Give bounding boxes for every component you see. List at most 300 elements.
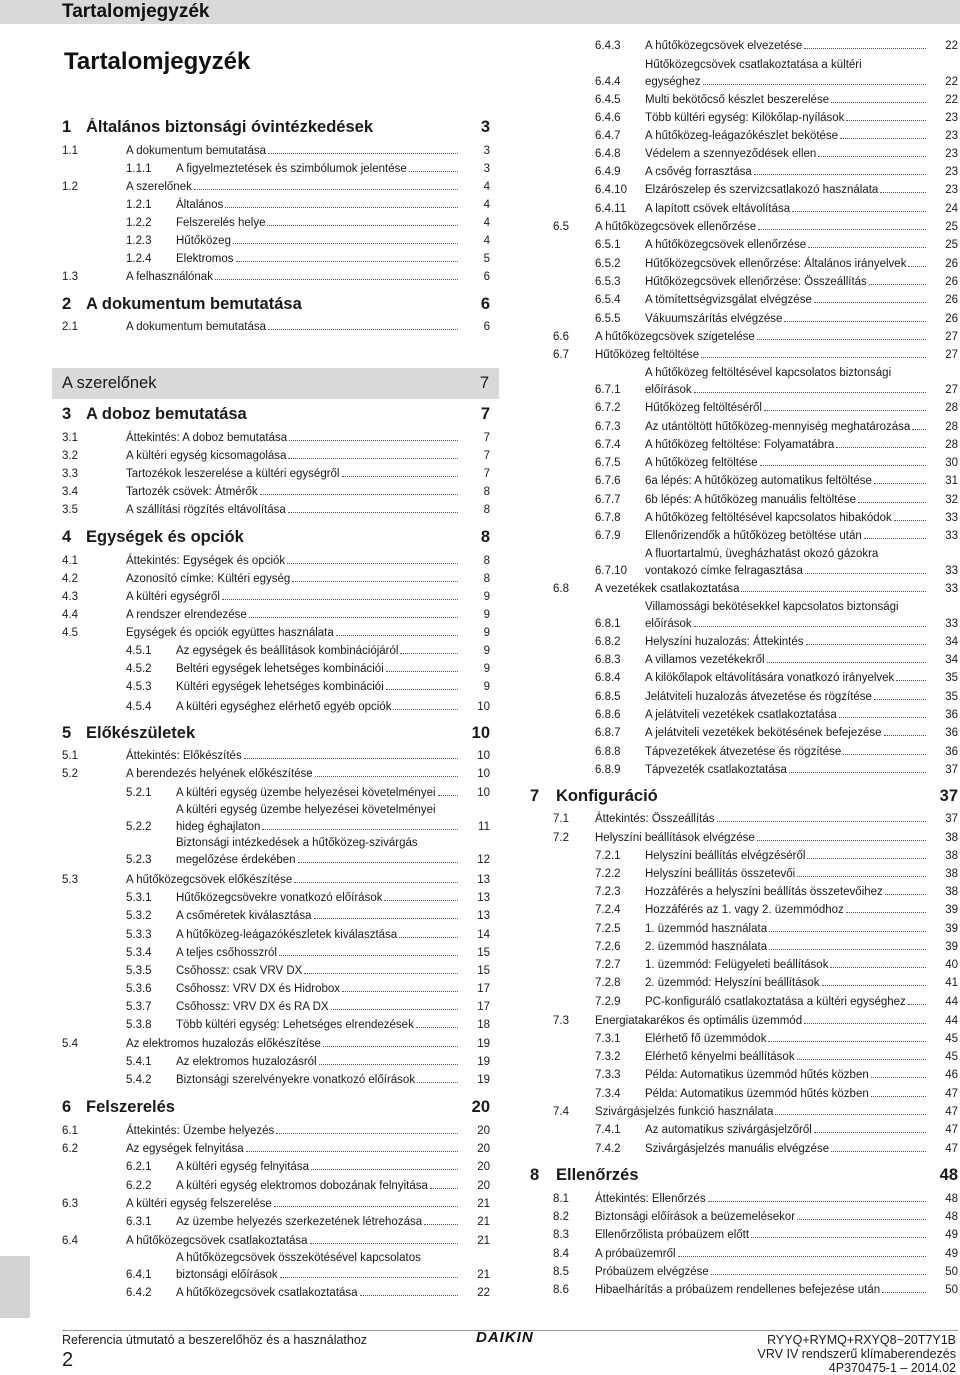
- toc-entry[interactable]: [62, 1124, 490, 1139]
- toc-entry[interactable]: [62, 118, 490, 139]
- toc-entry[interactable]: [553, 275, 958, 290]
- toc-entry-page: 38: [945, 832, 958, 845]
- toc-entry-page: 21: [477, 1235, 490, 1248]
- toc-entry-title: Tartozék csövek: Átmérők: [126, 486, 258, 499]
- toc-entry-number: 3.2: [62, 450, 78, 463]
- toc-dot-leader: [268, 152, 458, 154]
- toc-entry-number: 2: [62, 294, 72, 313]
- toc-entry-title: A hűtőközegcsövek elvezetése: [645, 40, 803, 53]
- toc-entry-page: 33: [945, 583, 958, 596]
- toc-entry[interactable]: [553, 1283, 958, 1298]
- toc-entry[interactable]: [553, 312, 958, 327]
- toc-entry[interactable]: [62, 1179, 490, 1194]
- toc-entry[interactable]: [553, 129, 958, 144]
- toc-dot-leader: [839, 716, 926, 718]
- toc-dot-leader: [417, 1081, 458, 1083]
- toc-entry-number: 6.5.5: [595, 313, 621, 326]
- toc-entry-number: 1.2.3: [126, 235, 152, 248]
- toc-entry[interactable]: [62, 554, 490, 569]
- toc-dot-leader: [292, 580, 458, 582]
- toc-entry-title: A villamos vezetékekről: [645, 654, 765, 667]
- toc-entry-number: 5.3.5: [126, 965, 152, 978]
- toc-entry[interactable]: [553, 1123, 958, 1138]
- toc-entry-page: 13: [477, 910, 490, 923]
- toc-entry[interactable]: [62, 1197, 490, 1212]
- toc-entry-page: 36: [945, 709, 958, 722]
- toc-entry-page: 24: [945, 203, 958, 216]
- toc-entry[interactable]: [62, 320, 490, 335]
- toc-entry[interactable]: [530, 1166, 958, 1187]
- toc-entry[interactable]: [553, 165, 958, 180]
- toc-dot-leader: [249, 616, 458, 618]
- toc-dot-leader: [694, 391, 926, 393]
- toc-entry-number: 6.8.7: [595, 727, 621, 740]
- toc-entry[interactable]: [62, 1098, 490, 1119]
- toc-entry-page: 36: [945, 727, 958, 740]
- toc-entry-page: 39: [945, 904, 958, 917]
- toc-entry-page: 35: [945, 691, 958, 704]
- toc-entry[interactable]: [553, 1087, 958, 1102]
- toc-entry[interactable]: [62, 767, 490, 782]
- toc-entry-title: Vákuumszárítás elvégzése: [645, 313, 783, 326]
- toc-entry[interactable]: [553, 564, 958, 579]
- toc-entry[interactable]: [62, 891, 490, 906]
- toc-entry-number: 6.4.5: [595, 94, 621, 107]
- toc-entry[interactable]: [62, 405, 490, 426]
- toc-entry-number: 6.1: [62, 1125, 78, 1138]
- toc-entry[interactable]: [553, 330, 958, 345]
- toc-entry-page: 26: [945, 313, 958, 326]
- toc-entry-number: 6.5.4: [595, 294, 621, 307]
- toc-entry[interactable]: [553, 93, 958, 108]
- toc-entry-number: 6.7.4: [595, 439, 621, 452]
- toc-entry-page: 20: [477, 1180, 490, 1193]
- toc-entry-title: Példa: Automatikus üzemmód hűtés közben: [645, 1088, 869, 1101]
- toc-entry[interactable]: [553, 635, 958, 650]
- footer-product-info: [758, 1333, 956, 1375]
- toc-entry-title: 6b lépés: A hűtőközeg manuális feltöltése: [645, 494, 856, 507]
- footer-manual-title: Referencia útmutató a beszerelőhöz és a használathoz: [62, 1333, 368, 1347]
- toc-dot-leader: [194, 188, 458, 190]
- toc-entry[interactable]: [553, 493, 958, 508]
- toc-entry-title: előírások: [645, 384, 692, 397]
- toc-entry[interactable]: [553, 1050, 958, 1065]
- toc-entry[interactable]: [62, 485, 490, 500]
- toc-entry[interactable]: [62, 528, 490, 549]
- toc-entry[interactable]: [553, 401, 958, 416]
- toc-entry-page: 27: [945, 331, 958, 344]
- toc-dot-leader: [399, 936, 458, 938]
- toc-entry-page: 44: [945, 1015, 958, 1028]
- toc-entry-number: 7.2.7: [595, 959, 621, 972]
- toc-dot-leader: [678, 1255, 926, 1257]
- toc-entry-title: Hűtőközegcsövekre vonatkozó előírások: [176, 892, 383, 905]
- toc-entry[interactable]: [62, 1037, 490, 1052]
- toc-entry[interactable]: [62, 1234, 490, 1249]
- toc-entry-title: Áttekintés: Előkészítés: [126, 750, 242, 763]
- toc-entry[interactable]: [62, 749, 490, 764]
- toc-entry-page: 3: [483, 163, 490, 176]
- toc-entry[interactable]: [62, 572, 490, 587]
- toc-entry-number: 6.4.1: [126, 1269, 152, 1282]
- toc-entry-number: 7.2.3: [595, 886, 621, 899]
- toc-entry-page: 23: [945, 148, 958, 161]
- toc-entry[interactable]: [553, 867, 958, 882]
- toc-entry-page: 50: [945, 1266, 958, 1279]
- toc-entry-title: A dokumentum bemutatása: [126, 321, 266, 334]
- toc-entry-page: 28: [945, 421, 958, 434]
- toc-entry-page: 14: [477, 929, 490, 942]
- toc-entry[interactable]: [62, 1073, 490, 1088]
- toc-entry[interactable]: [553, 690, 958, 705]
- toc-entry[interactable]: [553, 257, 958, 272]
- toc-entry-number: 4.5: [62, 627, 78, 640]
- toc-entry-number: 6.4.10: [595, 184, 627, 197]
- toc-entry[interactable]: [62, 1142, 490, 1157]
- toc-dot-leader: [808, 246, 926, 248]
- toc-entry-title: A vezetékek csatlakoztatása: [595, 583, 740, 596]
- toc-entry[interactable]: [62, 1160, 490, 1175]
- toc-entry[interactable]: [62, 144, 490, 159]
- toc-entry-number: 4: [62, 527, 72, 546]
- toc-entry-number: 7.2.2: [595, 868, 621, 881]
- toc-entry-title-line1: Hűtőközegcsövek csatlakoztatása a kültéri: [645, 59, 862, 72]
- toc-entry-title: Elérhető fő üzemmódok: [645, 1033, 767, 1046]
- toc-entry[interactable]: [553, 671, 958, 686]
- toc-entry[interactable]: [62, 1055, 490, 1070]
- toc-entry-number: 6.8: [553, 583, 569, 596]
- toc-entry-number: 6.5.3: [595, 276, 621, 289]
- toc-entry[interactable]: [553, 75, 958, 90]
- toc-entry[interactable]: [553, 831, 958, 846]
- toc-entry-page: 35: [945, 672, 958, 685]
- toc-entry-title-line1: A kültéri egység üzembe helyezései követelményei: [176, 804, 436, 817]
- toc-entry[interactable]: [553, 1014, 958, 1029]
- toc-entry[interactable]: [62, 252, 490, 267]
- toc-entry-number: 6.4.8: [595, 148, 621, 161]
- toc-entry-number: 6.2.1: [126, 1161, 152, 1174]
- toc-entry-page: 32: [945, 494, 958, 507]
- toc-entry[interactable]: [62, 216, 490, 231]
- toc-entry-number: 7.4.1: [595, 1124, 621, 1137]
- toc-entry-title: előírások: [645, 618, 692, 631]
- toc-entry[interactable]: [553, 922, 958, 937]
- toc-entry-number: 6.2: [62, 1143, 78, 1156]
- toc-dot-leader: [880, 191, 926, 193]
- toc-entry-page: 7: [483, 432, 490, 445]
- toc-dot-leader: [222, 598, 458, 600]
- toc-entry-number: 6.8.3: [595, 654, 621, 667]
- toc-entry-number: 4.1: [62, 555, 78, 568]
- toc-entry-page: 39: [945, 923, 958, 936]
- toc-entry[interactable]: [553, 474, 958, 489]
- toc-entry[interactable]: [62, 680, 490, 695]
- toc-entry[interactable]: [553, 708, 958, 723]
- toc-entry-number: 6.7.3: [595, 421, 621, 434]
- toc-dot-leader: [814, 301, 926, 303]
- toc-entry[interactable]: [553, 726, 958, 741]
- toc-entry-page: 49: [945, 1229, 958, 1242]
- toc-entry-number: 7: [530, 786, 540, 805]
- toc-entry[interactable]: [62, 449, 490, 464]
- toc-entry-title: Csőhossz: csak VRV DX: [176, 965, 303, 978]
- section-band-page: 7: [479, 374, 489, 392]
- toc-entry-number: 7.2: [553, 832, 569, 845]
- toc-entry-title: PC-konfiguráló csatlakoztatása a kültéri egységhez: [645, 996, 906, 1009]
- toc-entry-title: A hűtőközeg-leágazókészlet bekötése: [645, 130, 839, 143]
- toc-entry[interactable]: [62, 1215, 490, 1230]
- toc-entry-title-line1: Villamossági bekötésekkel kapcsolatos biztonsági: [645, 601, 899, 614]
- toc-entry[interactable]: [553, 940, 958, 955]
- toc-entry-title: A kültéri egység felszerelése: [126, 1198, 272, 1211]
- section-band[interactable]: [52, 368, 499, 399]
- toc-entry-page: 22: [945, 76, 958, 89]
- toc-entry-title: Biztonsági szerelvényekre vonatkozó előírások: [176, 1074, 416, 1087]
- toc-entry[interactable]: [553, 147, 958, 162]
- toc-entry-title: A szerelőnek: [126, 181, 192, 194]
- toc-dot-leader: [294, 881, 458, 883]
- toc-entry-page: 47: [945, 1143, 958, 1156]
- toc-entry[interactable]: [553, 1192, 958, 1207]
- toc-entry-title: A kültéri egység kicsomagolása: [126, 450, 287, 463]
- toc-entry[interactable]: [62, 964, 490, 979]
- toc-entry[interactable]: [62, 909, 490, 924]
- toc-entry[interactable]: [553, 745, 958, 760]
- toc-entry[interactable]: [553, 438, 958, 453]
- toc-dot-leader: [840, 137, 926, 139]
- toc-entry-title: Elérhető kényelmi beállítások: [645, 1051, 795, 1064]
- toc-dot-leader: [758, 228, 926, 230]
- toc-entry[interactable]: [62, 700, 490, 715]
- toc-dot-leader: [703, 83, 926, 85]
- page-title: Tartalomjegyzék: [64, 48, 251, 75]
- toc-entry-title: Elektromos: [176, 253, 234, 266]
- toc-entry-number: 4.5.2: [126, 663, 152, 676]
- toc-entry-title: Az egységek felnyitása: [126, 1143, 244, 1156]
- side-tab-marker: [0, 1256, 30, 1318]
- toc-entry-title-line1: A hűtőközegcsövek összekötésével kapcsolatos: [176, 1252, 421, 1265]
- toc-entry[interactable]: [553, 617, 958, 632]
- toc-entry-title: A lapított csövek eltávolítása: [645, 203, 791, 216]
- toc-entry[interactable]: [553, 1142, 958, 1157]
- toc-dot-leader: [331, 1008, 458, 1010]
- toc-entry[interactable]: [553, 111, 958, 126]
- toc-entry-title: A hűtőközeg feltöltése: Folyamatábra: [645, 439, 835, 452]
- toc-entry[interactable]: [553, 885, 958, 900]
- toc-entry-title: Hűtőközeg feltöltése: [595, 349, 700, 362]
- toc-entry[interactable]: [553, 1228, 958, 1243]
- toc-entry[interactable]: [553, 763, 958, 778]
- toc-entry-page: 33: [945, 512, 958, 525]
- toc-entry[interactable]: [62, 982, 490, 997]
- toc-entry[interactable]: [530, 787, 958, 808]
- toc-entry[interactable]: [62, 853, 490, 868]
- toc-dot-leader: [267, 224, 458, 226]
- toc-entry-title: Beltéri egységek lehetséges kombinációi: [176, 663, 384, 676]
- toc-entry-number: 6.6: [553, 331, 569, 344]
- toc-entry-title: Szivárgásjelzés manuális elvégzése: [645, 1143, 830, 1156]
- toc-entry[interactable]: [553, 383, 958, 398]
- toc-entry[interactable]: [553, 183, 958, 198]
- toc-entry[interactable]: [553, 511, 958, 526]
- toc-entry[interactable]: [553, 202, 958, 217]
- toc-entry[interactable]: [62, 198, 490, 213]
- toc-entry[interactable]: [553, 653, 958, 668]
- toc-entry-page: 19: [477, 1074, 490, 1087]
- toc-entry[interactable]: [62, 180, 490, 195]
- toc-entry-title: Konfiguráció: [556, 786, 658, 805]
- toc-dot-leader: [236, 260, 458, 262]
- toc-entry[interactable]: [62, 162, 490, 177]
- daikin-logo: DAIKIN: [476, 1329, 534, 1346]
- toc-entry-page: 20: [471, 1097, 490, 1116]
- toc-dot-leader: [279, 954, 458, 956]
- toc-entry[interactable]: [62, 270, 490, 285]
- toc-entry[interactable]: [62, 1286, 490, 1301]
- toc-entry[interactable]: [62, 928, 490, 943]
- toc-entry[interactable]: [553, 1105, 958, 1120]
- toc-entry-title: Hűtőközegcsövek ellenőrzése: Általános irányelvek: [645, 258, 907, 271]
- toc-entry-title: Az automatikus szivárgásjelzőről: [645, 1124, 812, 1137]
- toc-entry[interactable]: [553, 529, 958, 544]
- toc-dot-leader: [342, 475, 459, 477]
- toc-entry-page: 20: [477, 1125, 490, 1138]
- toc-entry-title: Hűtőközeg: [176, 235, 231, 248]
- toc-entry[interactable]: [553, 849, 958, 864]
- toc-entry[interactable]: [62, 873, 490, 888]
- toc-entry[interactable]: [62, 820, 490, 835]
- toc-entry-page: 19: [477, 1056, 490, 1069]
- toc-entry-number: 5.1: [62, 750, 78, 763]
- toc-entry[interactable]: [553, 1210, 958, 1225]
- toc-dot-leader: [298, 861, 458, 863]
- toc-entry-number: 7.3.3: [595, 1069, 621, 1082]
- toc-dot-leader: [871, 1076, 926, 1078]
- toc-entry-number: 5.3.8: [126, 1019, 152, 1032]
- toc-entry-title: Elzárószelep és szervizcsatlakozó használata: [645, 184, 879, 197]
- toc-entry[interactable]: [553, 958, 958, 973]
- toc-entry[interactable]: [553, 995, 958, 1010]
- toc-dot-leader: [807, 857, 926, 859]
- toc-entry[interactable]: [553, 1068, 958, 1083]
- toc-entry-page: 3: [483, 145, 490, 158]
- toc-entry[interactable]: [62, 724, 490, 745]
- toc-entry[interactable]: [553, 1032, 958, 1047]
- toc-entry-title: Csőhossz: VRV DX és RA DX: [176, 1001, 329, 1014]
- toc-dot-leader: [836, 446, 926, 448]
- toc-entry-page: 33: [945, 618, 958, 631]
- toc-entry-title: A dokumentum bemutatása: [86, 294, 302, 313]
- toc-dot-leader: [288, 457, 458, 459]
- toc-entry-title: A rendszer elrendezése: [126, 609, 247, 622]
- toc-entry[interactable]: [553, 582, 958, 597]
- toc-entry[interactable]: [553, 238, 958, 253]
- toc-dot-leader: [804, 1022, 926, 1024]
- toc-dot-leader: [768, 1040, 926, 1042]
- toc-entry-number: 5.3: [62, 874, 78, 887]
- toc-entry[interactable]: [62, 467, 490, 482]
- toc-entry-page: 17: [477, 1001, 490, 1014]
- toc-entry-title: Tartozékok leszerelése a kültéri egységről: [126, 468, 340, 481]
- toc-entry[interactable]: [62, 786, 490, 801]
- toc-entry[interactable]: [62, 234, 490, 249]
- toc-entry-number: 5.3.1: [126, 892, 152, 905]
- toc-entry[interactable]: [553, 1247, 958, 1262]
- toc-entry[interactable]: [62, 946, 490, 961]
- toc-entry-number: 6.7.2: [595, 402, 621, 415]
- toc-entry[interactable]: [62, 431, 490, 446]
- toc-dot-leader: [797, 875, 926, 877]
- toc-dot-leader: [342, 990, 458, 992]
- toc-entry-number: 6.5.2: [595, 258, 621, 271]
- toc-entry-number: 6.4.3: [595, 40, 621, 53]
- toc-entry-number: 8.5: [553, 1266, 569, 1279]
- toc-entry[interactable]: [553, 420, 958, 435]
- toc-entry[interactable]: [62, 1000, 490, 1015]
- toc-entry[interactable]: [553, 903, 958, 918]
- toc-entry[interactable]: [553, 1265, 958, 1280]
- toc-entry[interactable]: [62, 503, 490, 518]
- toc-entry[interactable]: [62, 1018, 490, 1033]
- toc-entry[interactable]: [553, 976, 958, 991]
- toc-dot-leader: [319, 1063, 458, 1065]
- toc-entry[interactable]: [553, 348, 958, 363]
- toc-entry[interactable]: [553, 39, 958, 54]
- toc-entry-number: 6.4.11: [595, 203, 627, 216]
- toc-entry-page: 26: [945, 276, 958, 289]
- toc-entry-page: 6: [483, 271, 490, 284]
- toc-entry-page: 48: [945, 1211, 958, 1224]
- toc-entry[interactable]: [62, 295, 490, 316]
- toc-entry[interactable]: [553, 456, 958, 471]
- toc-entry-page: 8: [480, 527, 490, 546]
- toc-entry[interactable]: [62, 1268, 490, 1283]
- toc-entry-page: 10: [471, 723, 490, 742]
- toc-dot-leader: [701, 356, 926, 358]
- toc-entry-page: 21: [477, 1198, 490, 1211]
- toc-entry[interactable]: [62, 590, 490, 605]
- toc-entry-title: Hibaelhárítás a próbaüzem rendellenes befejezése után: [595, 1284, 881, 1297]
- toc-dot-leader: [304, 972, 458, 974]
- toc-entry-page: 48: [945, 1193, 958, 1206]
- toc-entry[interactable]: [62, 626, 490, 641]
- toc-entry[interactable]: [62, 608, 490, 623]
- toc-entry-number: 7.2.9: [595, 996, 621, 1009]
- toc-entry-page: 21: [477, 1269, 490, 1282]
- toc-dot-leader: [846, 119, 926, 121]
- toc-entry[interactable]: [553, 293, 958, 308]
- toc-entry[interactable]: [62, 662, 490, 677]
- toc-entry-page: 20: [477, 1161, 490, 1174]
- toc-entry-number: 3.5: [62, 504, 78, 517]
- toc-entry[interactable]: [553, 812, 958, 827]
- toc-entry-title-line1: A hűtőközeg feltöltésével kapcsolatos biztonsági: [645, 367, 892, 380]
- toc-entry[interactable]: [553, 220, 958, 235]
- toc-entry-title: Áttekintés: Egységek és opciók: [126, 555, 286, 568]
- toc-entry[interactable]: [62, 644, 490, 659]
- toc-entry-page: 15: [477, 965, 490, 978]
- toc-dot-leader: [792, 210, 926, 212]
- toc-entry-number: 8.4: [553, 1248, 569, 1261]
- toc-dot-leader: [885, 893, 926, 895]
- toc-entry-title: hideg éghajlaton: [176, 821, 261, 834]
- toc-entry-title: A hűtőközegcsövek ellenőrzése: [595, 221, 757, 234]
- toc-entry-number: 5: [62, 723, 72, 742]
- toc-entry-number: 6.7.1: [595, 384, 621, 397]
- toc-entry-number: 6.3.1: [126, 1216, 152, 1229]
- toc-entry-number: 6.8.2: [595, 636, 621, 649]
- toc-entry-page: 10: [477, 750, 490, 763]
